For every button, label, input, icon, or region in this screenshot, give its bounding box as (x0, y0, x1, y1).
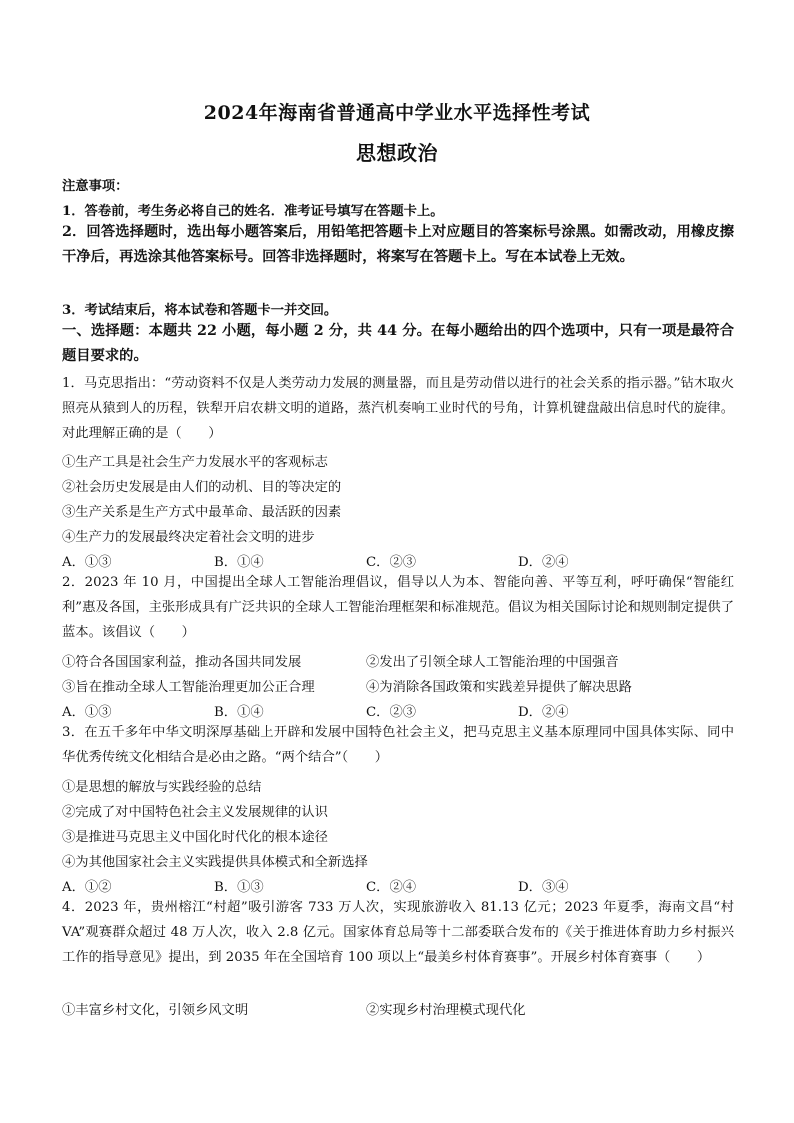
question-4-statement-1: ①丰富乡村文化，引领乡风文明 (62, 1003, 249, 1018)
question-4-statement-2: ②实现乡村治理模式现代化 (366, 1003, 526, 1018)
notice-item-1: 1．答卷前，考生务必将自己的姓名．准考证号填写在答题卡上。 (62, 204, 444, 219)
question-2-statement-4: ④为消除各国政策和实践差异提供了解决思路 (366, 680, 632, 695)
question-1-statement-3: ③生产关系是生产方式中最革命、最活跃的因素 (62, 505, 342, 520)
question-3-option-b: B．①③ (214, 880, 264, 895)
question-2-option-a: A．①③ (62, 705, 112, 720)
question-2-option-d: D．②④ (518, 705, 569, 720)
notice-item-3: 3．考试结束后，将本试卷和答题卡一并交回。 (62, 303, 338, 318)
question-1-option-c: C．②③ (366, 555, 417, 570)
question-2-statement-3: ③旨在推动全球人工智能治理更加公正合理 (62, 680, 315, 695)
question-1-option-b: B．①④ (214, 555, 264, 570)
notice-item-2: 2．回答选择题时，选出每小题答案后，用铅笔把答题卡上对应题目的答案标号涂黑。如需改动，用橡皮擦干净后，再选涂其他答案标号。回答非选择题时，将案写在答题卡上。写在本试卷上无效。 (62, 224, 734, 265)
question-3-option-a: A．①② (62, 880, 112, 895)
exam-title: 2024年海南省普通高中学业水平选择性考试 (203, 102, 591, 124)
question-2-option-c: C．②③ (366, 705, 417, 720)
section-heading: 一、选择题：本题共 22 小题，每小题 2 分，共 44 分。在每小题给出的四个选项中，只有一项是最符合题目要求的。 (62, 323, 734, 364)
question-3-statement-1: ①是思想的解放与实践经验的总结 (62, 780, 262, 795)
question-3-option-c: C．②④ (366, 880, 417, 895)
question-2-statement-1: ①符合各国国家利益，推动各国共同发展 (62, 655, 302, 670)
question-2-stem: 2．2023 年 10 月，中国提出全球人工智能治理倡议，倡导以人为本、智能向善、平等互利，呼吁确保“智能红利”惠及各国，主张形成具有广泛共识的全球人工智能治理框架和标准规范。倡议为相关国际讨论和规则制定提供了蓝本。该倡议（ ） (62, 575, 734, 640)
notice-heading: 注意事项： (62, 179, 129, 194)
question-1-option-d: D．②④ (518, 555, 569, 570)
question-4-stem: 4．2023 年，贵州榕江“村超”吸引游客 733 万人次，实现旅游收入 81.13 亿元；2023 年夏季，海南文昌“村 VA”观赛群众超过 48 万人次，收入 2.8 亿元。国家体育总局等十二部委联合发布的《关于推进体育助力乡村振兴工作的指导意见》提出，到 2035 年在全国培育 100 项以上“最美乡村体育赛事”。开展乡村体育赛事（ ） (62, 900, 734, 965)
question-3-option-d: D．③④ (518, 880, 569, 895)
question-2-statement-2: ②发出了引领全球人工智能治理的中国强音 (366, 655, 619, 670)
question-1-statement-2: ②社会历史发展是由人们的动机、目的等决定的 (62, 480, 342, 495)
question-2-option-b: B．①④ (214, 705, 264, 720)
exam-subject: 思想政治 (356, 141, 438, 165)
question-1-statement-1: ①生产工具是社会生产力发展水平的客观标志 (62, 455, 328, 470)
question-1-statement-4: ④生产力的发展最终决定着社会文明的进步 (62, 530, 315, 545)
question-3-stem: 3．在五千多年中华文明深厚基础上开辟和发展中国特色社会主义，把马克思主义基本原理同中国具体实际、同中华优秀传统文化相结合是必由之路。“两个结合”（ ） (62, 725, 734, 765)
question-3-statement-3: ③是推进马克思主义中国化时代化的根本途径 (62, 830, 328, 845)
question-3-statement-4: ④为其他国家社会主义实践提供具体模式和全新选择 (62, 855, 368, 870)
question-1-stem: 1．马克思指出：“劳动资料不仅是人类劳动力发展的测量器，而且是劳动借以进行的社会关系的指示器。”钻木取火照亮从猿到人的历程，铁犁开启农耕文明的道路，蒸汽机奏响工业时代的号角，计算机键盘敲出信息时代的旋律。对此理解正确的是（ ） (62, 376, 734, 441)
question-3-statement-2: ②完成了对中国特色社会主义发展规律的认识 (62, 805, 328, 820)
question-1-option-a: A．①③ (62, 555, 112, 570)
